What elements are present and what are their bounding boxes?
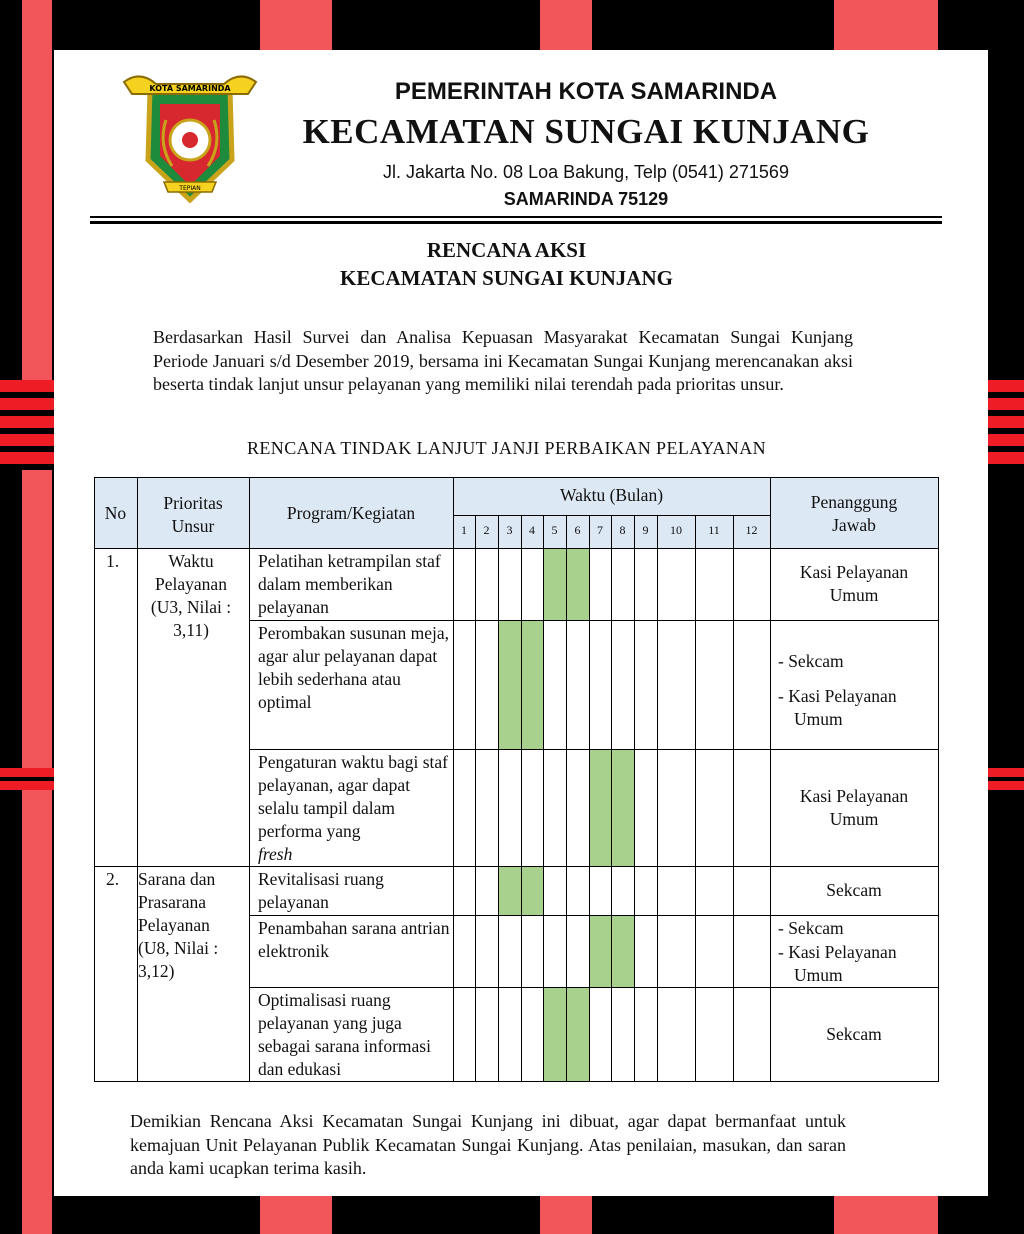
frame-stripe-bottom-3 [834,1196,938,1234]
month-cell [733,749,771,867]
frame-band-right-1 [988,380,1024,470]
responsible-label: Sekcam [826,880,882,900]
header-no-label: No [104,503,127,523]
month-cell-active [566,987,590,1082]
header-program-label: Program/Kegiatan [286,503,416,523]
intro-paragraph: Berdasarkan Hasil Survei dan Analisa Kepuasan Masyarakat Kecamatan Sungai Kunjang Periode Januari s/d Desember 2019, bersama ini Kecamatan Sungai Kunjang merencanakan aksi beserta tindak lanjut unsur pelayanan yang memiliki nilai terendah pada prioritas unsur. [153,327,853,394]
letterhead-rule-thick [90,221,942,224]
month-label: 3 [506,523,513,537]
month-label: 2 [483,523,490,537]
logo-banner-text: KOTA SAMARINDA [149,84,231,93]
document-title-line-2: KECAMATAN SUNGAI KUNJANG [340,266,673,290]
month-cell-active [521,866,544,916]
month-cell [634,866,658,916]
month-cell [453,548,476,621]
month-cell [634,749,658,867]
month-cell [657,987,696,1082]
header-priority-label: Prioritas Unsur [163,493,223,536]
month-cell [453,915,476,988]
month-cell [611,620,635,750]
group-priority-label: Waktu Pelayanan (U3, Nilai : 3,11) [150,551,232,640]
month-cell [695,866,734,916]
month-cell-active [498,620,522,750]
program-label: Pengaturan waktu bagi staf pelayanan, agar dapat selalu tampil dalam performa yang fresh [258,752,449,864]
letterhead-government: PEMERINTAH KOTA SAMARINDA [394,78,778,105]
header-responsible-label: Penanggung Jawab [810,492,898,535]
month-cell [566,915,590,988]
month-label: 8 [619,523,626,537]
month-label: 12 [745,523,758,537]
month-cell [657,866,696,916]
month-cell [634,548,658,621]
letterhead-rule-thin [90,216,942,218]
logo-ribbon-text: TEPIAN [179,185,201,192]
month-cell [543,866,567,916]
month-cell [475,548,499,621]
responsible-item: - Sekcam [778,918,844,938]
month-cell [589,866,612,916]
table-title: RENCANA TINDAK LANJUT JANJI PERBAIKAN PELAYANAN [247,438,766,458]
month-cell [498,915,522,988]
month-cell [589,548,612,621]
month-cell [634,987,658,1082]
frame-band-left-1 [0,380,54,470]
frame-stripe-bottom-2 [540,1196,592,1234]
month-cell [475,987,499,1082]
month-cell [611,987,635,1082]
month-label: 5 [551,523,558,537]
month-cell [589,620,612,750]
month-cell [634,620,658,750]
document-sheet [54,50,988,1196]
month-cell [733,620,771,750]
month-cell-active [611,749,635,867]
frame-band-right-2 [988,768,1024,790]
document-title-line-1: RENCANA AKSI [426,238,587,262]
month-cell-active [521,620,544,750]
month-cell [521,548,544,621]
month-label: 6 [574,523,581,537]
month-cell [566,620,590,750]
month-cell [521,987,544,1082]
group-no-label: 1. [106,551,120,571]
responsible-item: - Kasi Pelayanan Umum [778,942,897,985]
group-no-label: 2. [106,869,120,889]
month-cell-active [611,915,635,988]
month-label: 1 [461,523,467,537]
month-cell [543,915,567,988]
month-cell-active [566,548,590,621]
month-cell [657,620,696,750]
month-cell-active [498,866,522,916]
closing-paragraph: Demikian Rencana Aksi Kecamatan Sungai Kunjang ini dibuat, agar dapat bermanfaat untuk kemajuan Unit Pelayanan Publik Kecamatan Sungai Kunjang. Atas penilaian, masukan, dan saran anda kami ucapkan terima kasih. [130,1111,846,1178]
responsible-item: - Kasi Pelayanan Umum [778,685,897,729]
month-cell [589,987,612,1082]
month-cell [695,987,734,1082]
month-cell [475,749,499,867]
letterhead-city: SAMARINDA 75129 [503,189,669,209]
month-cell [521,915,544,988]
month-cell [566,749,590,867]
responsible-label: Kasi Pelayanan Umum [799,562,909,605]
month-cell-active [543,987,567,1082]
frame-band-left-2 [0,768,54,790]
month-cell [695,548,734,621]
month-label: 7 [597,523,603,537]
month-label: 4 [529,523,535,537]
month-cell [475,915,499,988]
month-cell [657,749,696,867]
month-cell [657,548,696,621]
month-cell [566,866,590,916]
month-cell [543,620,567,750]
month-cell [453,866,476,916]
program-label: Optimalisasi ruang pelayanan yang juga sebagai sarana informasi dan edukasi [258,990,431,1079]
month-cell [733,548,771,621]
responsible-label: Sekcam [826,1023,882,1044]
frame-stripe-bottom-1 [260,1196,332,1234]
program-label-italic: fresh [258,844,293,864]
month-label: 11 [708,523,720,537]
month-cell [634,915,658,988]
month-cell [695,915,734,988]
header-time-label: Waktu (Bulan) [559,485,664,505]
frame-stripe-top-1 [260,0,332,50]
month-cell [733,866,771,916]
month-cell [521,749,544,867]
month-cell [498,548,522,621]
letterhead-address: Jl. Jakarta No. 08 Loa Bakung, Telp (0541) 271569 [383,162,789,182]
program-label: Pelatihan ketrampilan staf dalam memberikan pelayanan [258,551,441,617]
month-cell [453,620,476,750]
month-cell [475,620,499,750]
month-label: 9 [642,523,649,537]
month-cell [453,749,476,867]
frame-stripe-left [22,0,52,1234]
month-cell [733,915,771,988]
month-cell [695,749,734,867]
month-cell-active [543,548,567,621]
group-no-cell [94,548,138,867]
month-cell [695,620,734,750]
month-label: 10 [670,523,682,537]
program-label: Penambahan sarana antrian elektronik [258,918,450,961]
month-cell [611,548,635,621]
responsible-label: Kasi Pelayanan Umum [799,785,909,829]
frame-stripe-top-3 [834,0,938,50]
month-cell [498,749,522,867]
month-cell [453,987,476,1082]
letterhead-office: KECAMATAN SUNGAI KUNJANG [302,112,870,151]
month-cell-active [589,915,612,988]
frame-stripe-top-2 [540,0,592,50]
responsible-item: - Sekcam [778,650,844,671]
month-cell [611,866,635,916]
month-cell [475,866,499,916]
group-priority-label: Sarana dan Prasarana Pelayanan (U8, Nilai : 3,12) [138,869,219,981]
month-cell [657,915,696,988]
month-cell-active [589,749,612,867]
month-cell [498,987,522,1082]
month-cell [733,987,771,1082]
program-label: Revitalisasi ruang pelayanan [258,869,384,912]
program-label: Perombakan susunan meja, agar alur pelayanan dapat lebih sederhana atau optimal [258,623,449,712]
month-cell [543,749,567,867]
group-no-cell [94,866,138,1082]
